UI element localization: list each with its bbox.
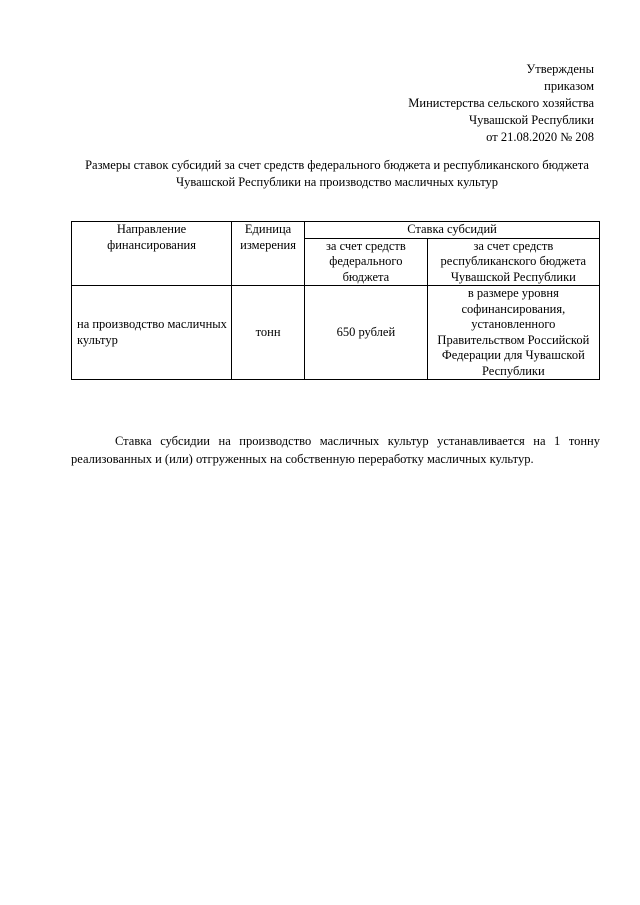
header-rate: Ставка субсидий (305, 222, 600, 239)
table-header-row (72, 222, 600, 239)
approval-line: Утверждены (526, 62, 594, 76)
header-republic: за счет средств республиканского бюджета Чувашской Республики (427, 238, 599, 286)
approval-line: Министерства сельского хозяйства (408, 96, 594, 110)
approval-line: от 21.08.2020 № 208 (486, 130, 594, 144)
cell-direction: на производство масличных культур (72, 286, 232, 380)
approval-line: Чувашской Республики (468, 113, 594, 127)
note-paragraph: Ставка субсидии на производство масличных культур устанавливается на 1 тонну реализованных и (или) отгруженных на собственную переработку масличных культур. (71, 434, 600, 466)
approval-line: приказом (544, 79, 594, 93)
header-federal: за счет средств федерального бюджета (305, 238, 428, 286)
cell-unit: тонн (232, 286, 305, 380)
subsidy-rates-table (71, 221, 600, 380)
table-row (72, 286, 600, 380)
document-title: Размеры ставок субсидий за счет средств федерального бюджета и республиканского бюджета Чувашской Республики на производство масличных культур (85, 158, 589, 189)
header-direction: Направление финансирования (72, 222, 232, 286)
cell-federal: 650 рублей (305, 286, 428, 380)
header-unit: Единица измерения (232, 222, 305, 286)
cell-republic: в размере уровня софинансирования, установленного Правительством Российской Федерации для Чувашской Республики (427, 286, 599, 380)
approval-block (408, 61, 594, 146)
